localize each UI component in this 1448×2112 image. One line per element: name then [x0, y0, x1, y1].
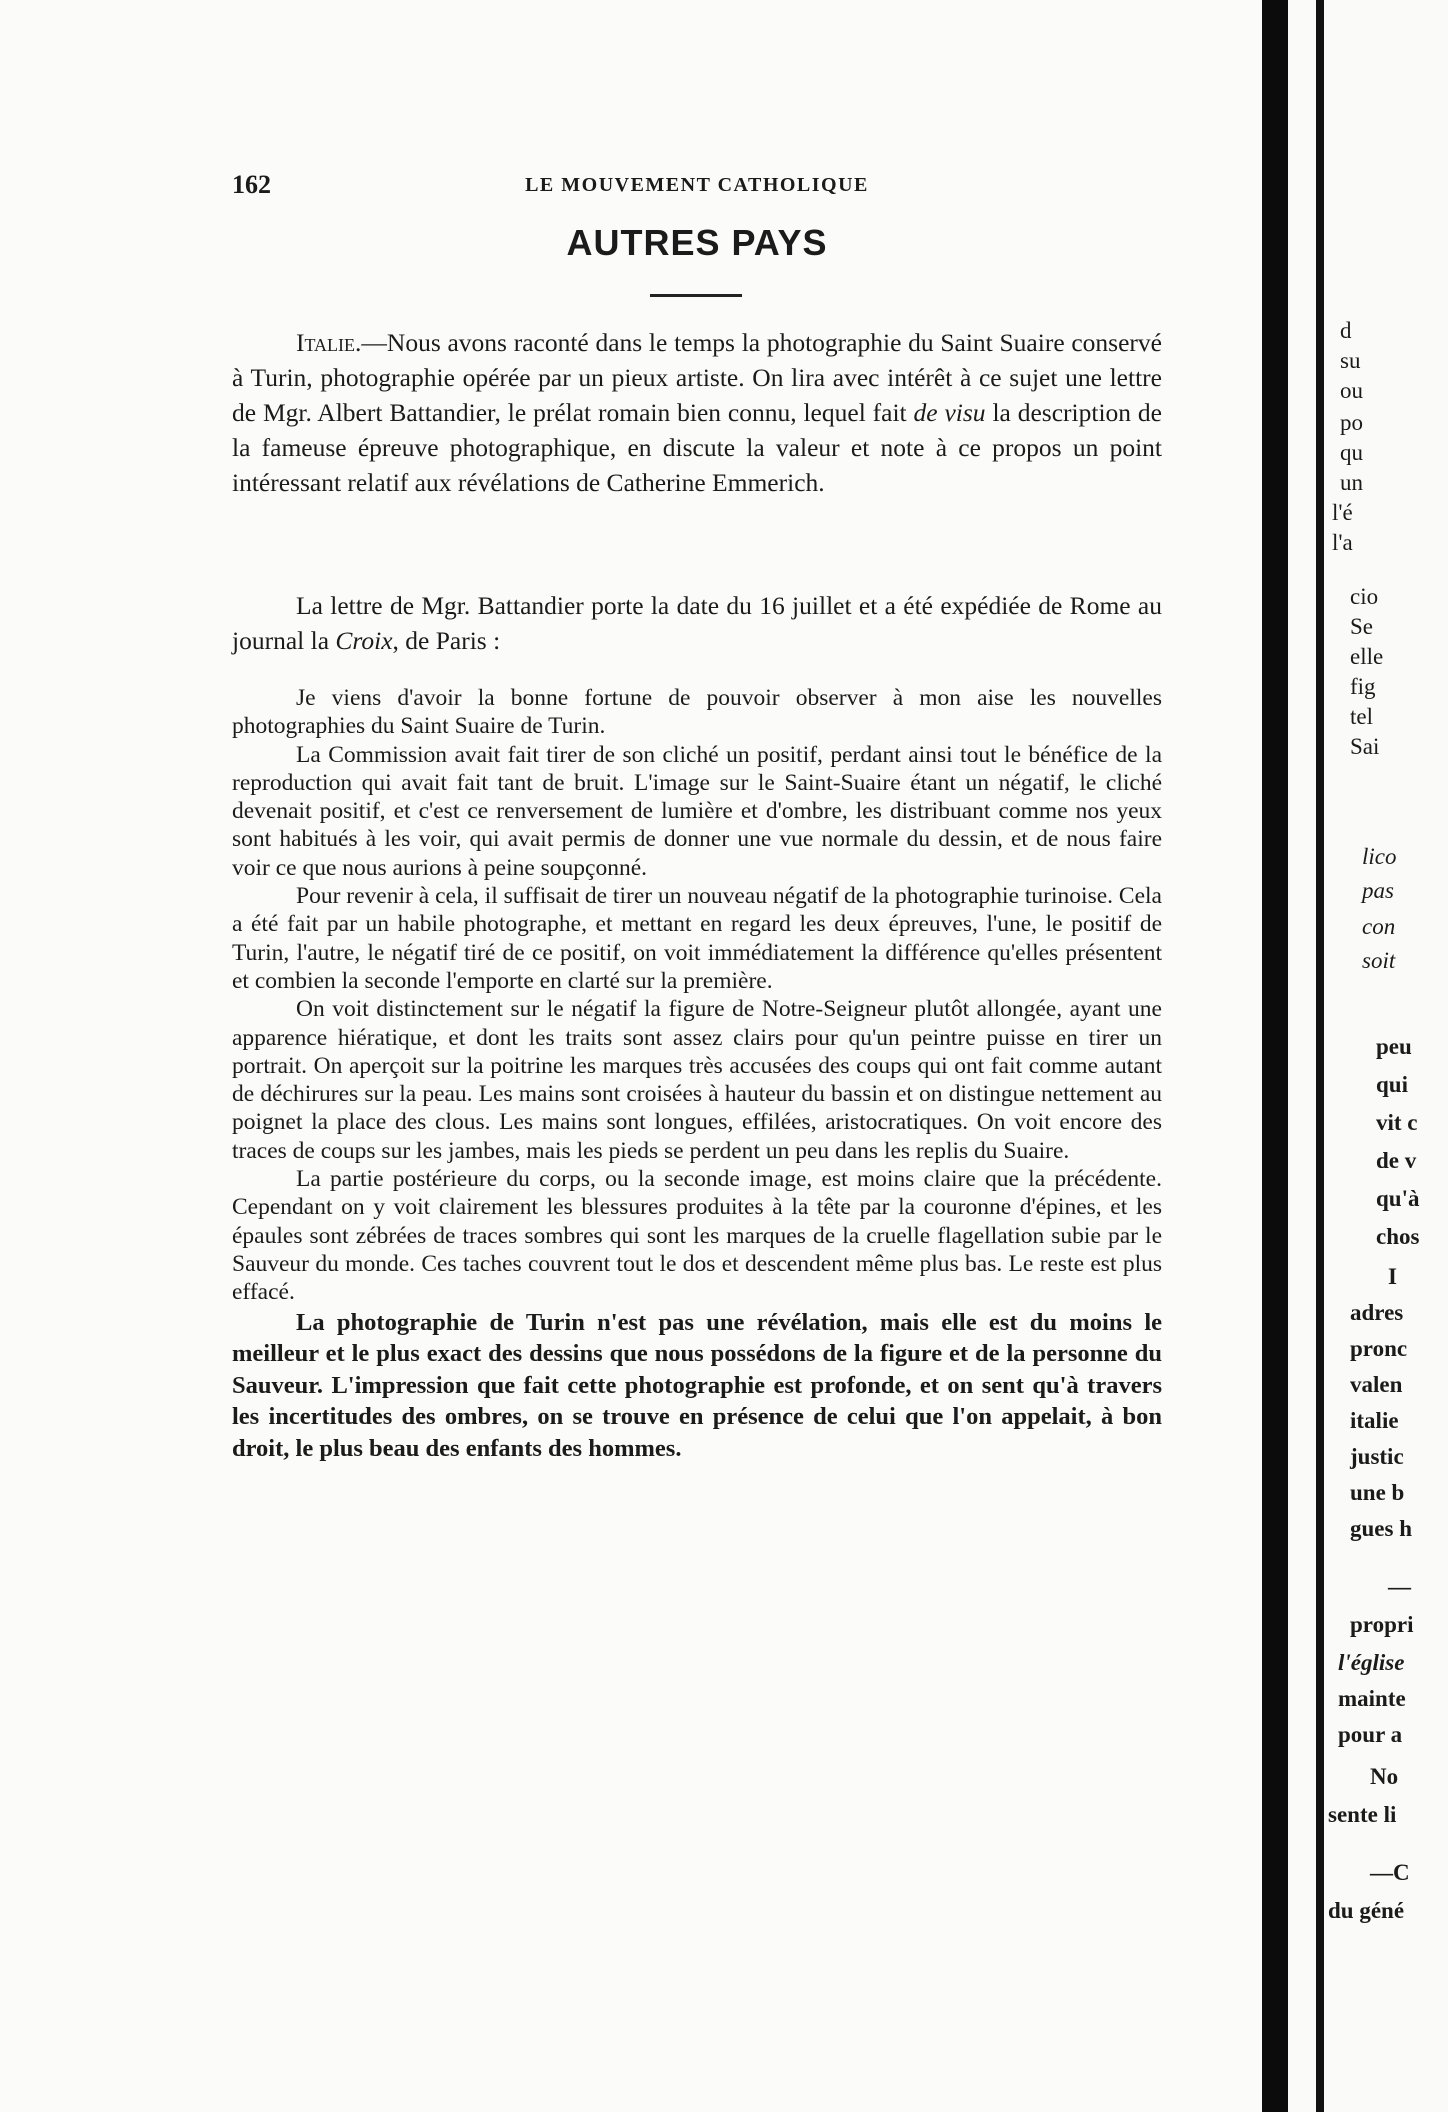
facing-page-fragment: peu — [1376, 1034, 1412, 1059]
quote-paragraph: Pour revenir à cela, il suffisait de tirer un nouveau négatif de la photographie turinoise. Cela a été fait par un habile photographe, et mettant en regard les deux épreuves, l'une, le positif de Turin, l'autre, le négatif tiré de ce positif, on voit immédiatement la différence qu'elles présentent et combien la seconde l'emporte en clarté sur la première. — [232, 883, 1162, 994]
facing-page-fragment: chos — [1376, 1224, 1420, 1249]
page-number: 162 — [232, 170, 271, 199]
facing-page-fragment: qu — [1340, 440, 1363, 465]
quote-paragraph: Je viens d'avoir la bonne fortune de pouvoir observer à mon aise les nouvelles photographies du Saint Suaire de Turin. — [232, 685, 1162, 740]
facing-page-fragment: qu'à — [1376, 1186, 1420, 1211]
section-title: AUTRES PAYS — [566, 222, 828, 263]
closing-paragraph: La photographie de Turin n'est pas une révélation, mais elle est du moins le meilleur et le plus exact des dessins que nous possédons de la figure et de la personne du Sauveur. L'impression que fait cette photographie est profonde, et on sent qu'à travers les incertitudes des ombres, on se trouve en présence de celui que l'on appelait, à bon droit, le plus beau des enfants des hommes. — [232, 1308, 1162, 1462]
facing-page-fragment: ou — [1340, 378, 1363, 403]
facing-page-fragment: su — [1340, 348, 1361, 373]
facing-page-fragment: sente li — [1328, 1802, 1397, 1827]
facing-page-fragment: — — [1388, 1574, 1411, 1599]
quote-paragraph: On voit distinctement sur le négatif la figure de Notre-Seigneur plutôt allongée, ayant une apparence hiératique, et dont les traits sont assez clairs pour qu'un peintre puisse en tirer un portrait. On aperçoit sur la poitrine les marques très accusées des coups qui ont fait comme autant de déchirures sur la peau. Les mains sont croisées à hauteur du bassin et on distingue nettement au poignet la place des clous. Les mains sont longues, effilées, aristocratiques. On voit encore des traces de coups sur les jambes, mais les pieds se perdent un peu dans les replis du Suaire. — [232, 996, 1162, 1164]
facing-page-border — [1316, 0, 1324, 2112]
facing-page-fragment: adres — [1350, 1300, 1404, 1325]
facing-page-fragment: pronc — [1350, 1336, 1408, 1361]
journal-title: LE MOUVEMENT CATHOLIQUE — [525, 174, 869, 196]
facing-page-fragment: tel — [1350, 704, 1373, 729]
facing-page-fragment: vit c — [1376, 1110, 1418, 1135]
quote-paragraph: La Commission avait fait tirer de son cliché un positif, perdant ainsi tout le bénéfice de la reproduction qui avait fait tant de bruit. L'image sur le Saint-Suaire étant un négatif, le cliché devenait positif, et c'est ce renversement de lumière et d'ombre, les distribuant comme nos yeux sont habitués à les voir, qui avait permis de donner une vue normale du dessin, et de nous faire voir ce que nous aurions à peine soupçonné. — [232, 741, 1162, 881]
facing-page-fragment: po — [1340, 410, 1363, 435]
facing-page-fragment: Sai — [1350, 734, 1380, 759]
intro-text-2: la description de la fameuse épreuve photographique, en discute la valeur et note à ce propos un point intéressant relatif aux révélations de Catherine Emmerich. — [232, 398, 1162, 497]
facing-page-fragment: gues h — [1350, 1516, 1412, 1541]
facing-page-fragment: propri — [1350, 1612, 1414, 1637]
facing-page-fragment: l'é — [1332, 500, 1353, 525]
running-header — [232, 170, 1162, 200]
letter-intro-italic: Croix — [335, 626, 393, 655]
quoted-letter — [232, 684, 1162, 1464]
facing-page-fragment: con — [1362, 914, 1396, 939]
facing-page-fragment: l'église — [1338, 1650, 1405, 1675]
intro-italic: de visu — [913, 398, 986, 427]
facing-page-fragment: fig — [1350, 674, 1376, 699]
facing-page-fragment: une b — [1350, 1480, 1405, 1505]
facing-page-fragment: italie — [1350, 1408, 1399, 1433]
letter-intro-paragraph — [232, 588, 1162, 658]
letter-intro-text-2: , de Paris : — [392, 626, 501, 655]
facing-page-fragment: un — [1340, 470, 1363, 495]
facing-page-fragment: de v — [1376, 1148, 1417, 1173]
facing-page-fragment: Se — [1350, 614, 1373, 639]
facing-page-fragment: cio — [1350, 584, 1379, 609]
facing-page-fragment: justic — [1350, 1444, 1404, 1469]
letter-intro-text-1: La lettre de Mgr. Battandier porte la date du 16 juillet et a été expédiée de Rome au journal la — [232, 591, 1162, 655]
facing-page-fragment: l'a — [1332, 530, 1353, 555]
facing-page-fragment: No — [1370, 1764, 1399, 1789]
facing-page-fragment: d — [1340, 318, 1352, 343]
title-divider — [650, 294, 742, 297]
facing-page-fragment: qui — [1376, 1072, 1408, 1097]
intro-paragraph — [232, 325, 1162, 500]
quote-paragraph: La partie postérieure du corps, ou la seconde image, est moins claire que la précédente. Cependant on y voit clairement les blessures produites à la tête par la couronne d'épines, et les épaules sont zébrées de traces sombres qui sont les marques de la cruelle flagellation subie par le Sauveur du monde. Ces taches couvrent tout le dos et descendent même plus bas. Le reste est plus effacé. — [232, 1166, 1162, 1306]
facing-page-fragment: valen — [1350, 1372, 1403, 1397]
facing-page-fragment: —C — [1370, 1860, 1410, 1885]
facing-page-fragment: du géné — [1328, 1898, 1405, 1923]
facing-page-edge — [1288, 0, 1448, 2112]
facing-page-fragment: elle — [1350, 644, 1384, 669]
facing-page-fragment: pas — [1362, 878, 1394, 903]
facing-page-fragment: I — [1388, 1264, 1397, 1289]
intro-lead: Italie. — [296, 328, 362, 357]
facing-page-fragment: mainte — [1338, 1686, 1406, 1711]
book-gutter — [1262, 0, 1288, 2112]
facing-page-fragment: lico — [1362, 844, 1397, 869]
facing-page-fragment: pour a — [1338, 1722, 1403, 1747]
intro-text-1: —Nous avons raconté dans le temps la photographie du Saint Suaire conservé à Turin, photographie opérée par un pieux artiste. On lira avec intérêt à ce sujet une lettre de Mgr. Albert Battandier, le prélat romain bien connu, lequel fait — [232, 328, 1162, 427]
facing-page-fragment: soit — [1362, 948, 1396, 973]
